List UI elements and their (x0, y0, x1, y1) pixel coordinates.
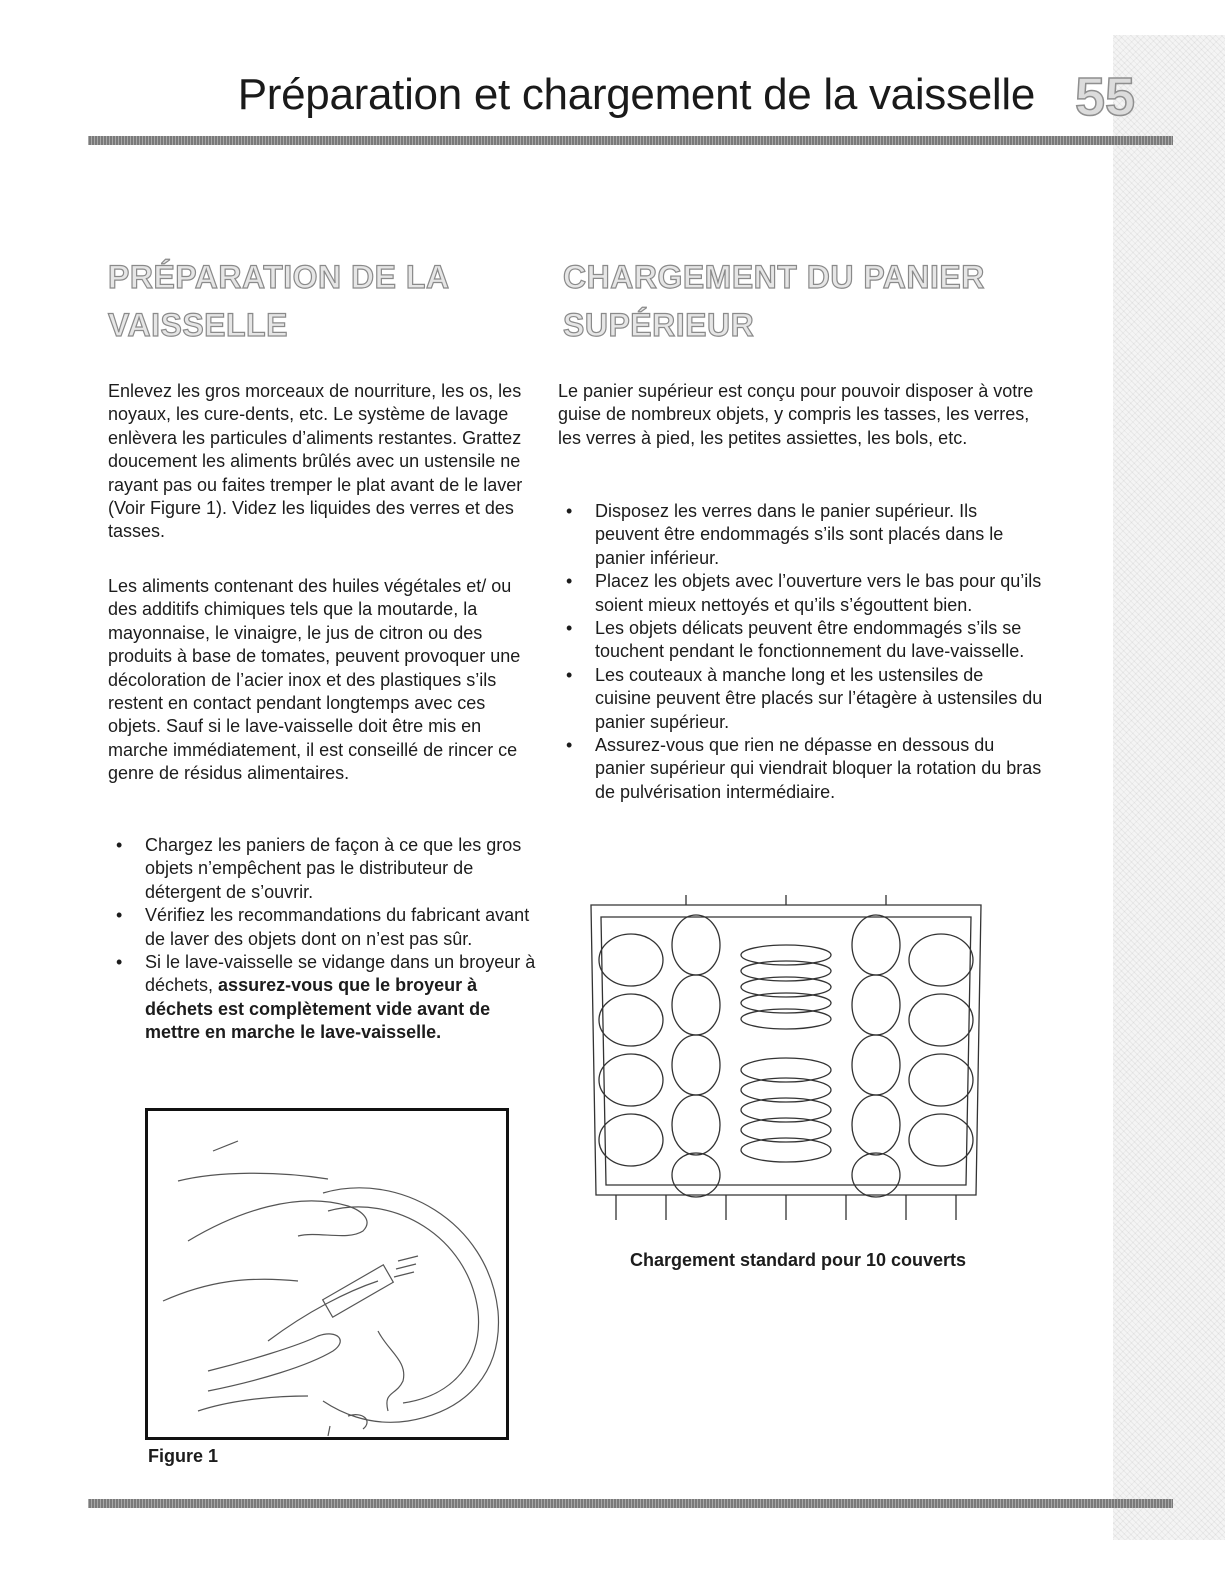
list-item: • Chargez les paniers de façon à ce que les gros objets n’empêchent pas le distributeur de détergent de s’ouvrir. (108, 834, 538, 904)
section-heading-line: CHARGEMENT DU PANIER (563, 259, 985, 295)
header-rule (88, 136, 1173, 145)
section-heading-line: PRÉPARATION DE LA (108, 259, 450, 295)
section-heading-line: VAISSELLE (108, 307, 288, 343)
upper-rack-bullet-list (558, 500, 1043, 804)
decorative-side-strip (1113, 35, 1225, 1540)
figure-1-caption: Figure 1 (148, 1446, 219, 1466)
upper-rack-paragraph: Le panier supérieur est conçu pour pouvoir disposer à votre guise de nombreux objets, y compris les tasses, les verres, les verres à pied, les petites assiettes, les bols, etc. (558, 381, 1034, 448)
upper-rack-loading-illustration (586, 895, 986, 1230)
list-item (108, 951, 538, 1045)
page-title: Préparation et chargement de la vaisselle (237, 70, 1035, 119)
scraping-plate-illustration (148, 1111, 506, 1437)
preparation-paragraph-1: Enlevez les gros morceaux de nourriture, les os, les noyaux, les cure-dents, etc. Le système de lavage enlèvera les particules d’aliments restantes. Grattez doucement les aliments brûlés avec un ustensile ne rayant pas ou faites tremper le plat avant de le laver (Voir Figure 1). Videz les liquides des verres et des tasses. (108, 381, 523, 542)
list-item: • Placez les objets avec l’ouverture vers le bas pour qu’ils soient mieux nettoyés et qu’ils s’égouttent bien. (558, 570, 1043, 617)
page-number: 55 (1075, 67, 1136, 127)
list-item: • Les couteaux à manche long et les ustensiles de cuisine peuvent être placés sur l’étagère à ustensiles du panier supérieur. (558, 664, 1043, 734)
preparation-bullet-list (108, 834, 538, 1045)
section-heading-line: SUPÉRIEUR (563, 307, 755, 343)
list-item: • Vérifiez les recommandations du fabricant avant de laver des objets dont on n’est pas sûr. (108, 904, 538, 951)
footer-rule (88, 1499, 1173, 1508)
list-item: • Les objets délicats peuvent être endommagés s’ils se touchent pendant le fonctionnement du lave-vaisselle. (558, 617, 1043, 664)
section-heading-preparation (108, 253, 450, 349)
list-item-bold-warning: assurez-vous que le broyeur à déchets est complètement vide avant de mettre en marche le lave-vaisselle. (145, 975, 491, 1043)
list-item: • Disposez les verres dans le panier supérieur. Ils peuvent être endommagés s’ils sont placés dans le panier inférieur. (558, 500, 1043, 570)
upper-rack-figure-caption: Chargement standard pour 10 couverts (629, 1250, 967, 1270)
figure-1-frame (145, 1108, 509, 1440)
preparation-paragraph-2: Les aliments contenant des huiles végétales et/ ou des additifs chimiques tels que la moutarde, la mayonnaise, le vinaigre, le jus de citron ou des produits à base de tomates, peuvent provoquer une décoloration de l’acier inox et des plastiques s’ils restent en contact pendant longtemps avec ces objets. Sauf si le lave-vaisselle doit être mis en marche immédiatement, il est conseillé de rincer ce genre de résidus alimentaires. (108, 576, 521, 784)
section-heading-upper-rack (563, 253, 985, 349)
list-item-text: Si le lave-vaisselle se vidange dans un broyeur à déchets, (145, 952, 536, 996)
list-item: • Assurez-vous que rien ne dépasse en dessous du panier supérieur qui viendrait bloquer la rotation du bras de pulvérisation intermédiaire. (558, 734, 1043, 804)
